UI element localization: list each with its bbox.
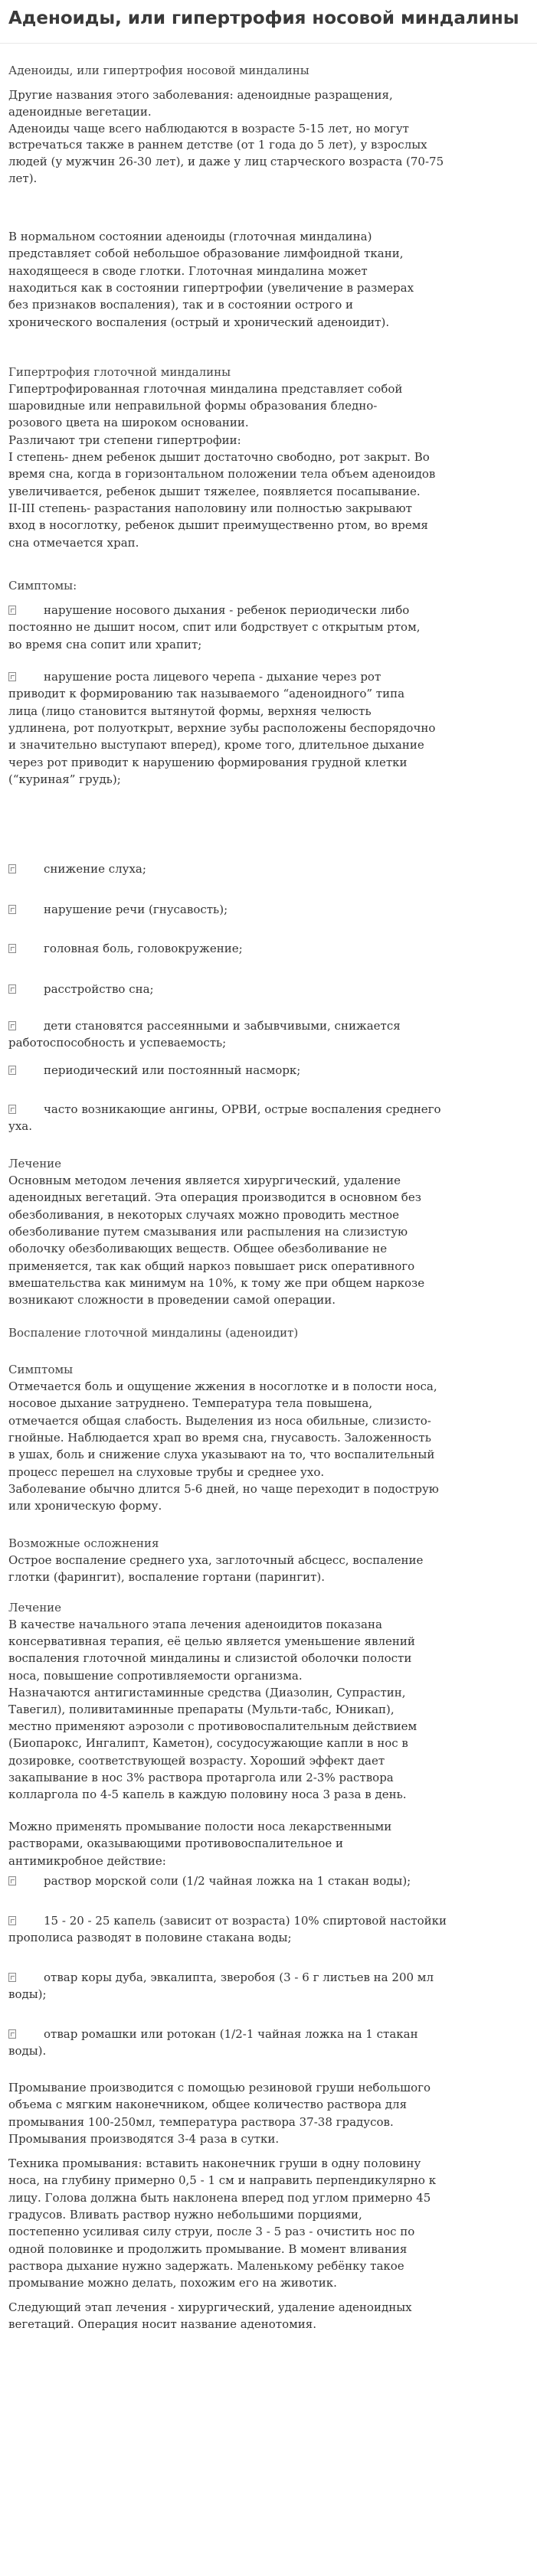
paragraph-line: отмечается общая слабость. Выделения из носа обильные, слизисто- xyxy=(8,1413,431,1428)
list-item-line: лица (лицо становится вытянутой формы, верхняя челюсть xyxy=(8,704,372,718)
list-item-line: нарушение носового дыхания - ребенок периодически либо xyxy=(44,603,410,617)
paragraph-line: лицу. Голова должна быть наклонена вперед под углом примерно 45 xyxy=(8,2190,431,2205)
paragraph-line: воспаления глоточной миндалины и слизистой оболочки полости xyxy=(8,1651,412,1666)
paragraph-line: колларгола по 4-5 капель в каждую половину носа 3 раза в день. xyxy=(8,1788,407,1801)
paragraph-line: антимикробное действие: xyxy=(8,1853,166,1868)
paragraph-line: Техника промывания: вставить наконечник груши в одну половину xyxy=(8,2156,421,2170)
list-item-line: 15 - 20 - 25 капель (зависит от возраста) 10% спиртовой настойки xyxy=(44,1914,447,1928)
paragraph-line: Острое воспаление среднего уха, заглоточный абсцесс, воспаление xyxy=(8,1553,424,1567)
paragraph-line: людей (у мужчин 26-30 лет), и даже у лиц старческого возраста (70-75 xyxy=(8,155,444,169)
paragraph-line: сна отмечается храп. xyxy=(8,535,139,550)
section-heading-treatment: Лечение xyxy=(8,1157,62,1170)
paragraph-line: обезболивания, в некоторых случаях можно проводить местное xyxy=(8,1207,399,1222)
section-heading-intro: Аденоиды, или гипертрофия носовой миндалины xyxy=(8,64,309,77)
list-item-line: нарушение роста лицевого черепа - дыхание через рот xyxy=(44,670,381,684)
paragraph-line: встречаться также в раннем детстве (от 1 года до 5 лет), у взрослых xyxy=(8,138,427,152)
paragraph-line: носа, повышение сопротивляемости организма. xyxy=(8,1668,303,1683)
paragraph-line: закапывание в нос 3% раствора протаргола или 2-3% раствора xyxy=(8,1770,394,1784)
paragraph-line: время сна, когда в горизонтальном положении тела объем аденоидов xyxy=(8,467,436,482)
paragraph-line: Заболевание обычно длится 5-6 дней, но чаще переходит в подострую xyxy=(8,1481,439,1496)
paragraph-line: Тавегил), поливитаминные препараты (Мульти-табс, Юникап), xyxy=(8,1703,395,1716)
paragraph-line: одной половинке и продолжить промывание. В момент вливания xyxy=(8,2241,408,2256)
section-heading-treatment-2: Лечение xyxy=(8,1601,62,1614)
paragraph-line: объема с мягким наконечником, общее количество раствора для xyxy=(8,2098,408,2112)
paragraph-line: возникают сложности в проведении самой операции. xyxy=(8,1293,336,1308)
paragraph-line: оболочку обезболивающих веществ. Общее обезболивание не xyxy=(8,1242,388,1256)
paragraph-line: аденоидные вегетации. xyxy=(8,104,152,119)
paragraph-line: хронического воспаления (острый и хронический аденоидит). xyxy=(8,315,390,329)
bullet-image-icon xyxy=(8,606,16,615)
paragraph-line: вход в носоглотку, ребенок дышит преимущественно ртом, во время xyxy=(8,518,428,533)
list-item-line: и значительно выступают вперед), кроме того, длительное дыхание xyxy=(8,738,424,753)
paragraph-line: промывание можно делать, похожим его на животик. xyxy=(8,2276,337,2290)
paragraph-line: Аденоиды чаще всего наблюдаются в возрасте 5-15 лет, но могут xyxy=(8,121,409,135)
paragraph-line: вмешательства как минимум на 10%, к тому же при общем наркозе xyxy=(8,1275,425,1290)
paragraph-line: аденоидных вегетаций. Эта операция производится в основном без xyxy=(8,1190,421,1205)
paragraph-line: Следующий этап лечения - хирургический, удаление аденоидных xyxy=(8,2300,412,2314)
paragraph-line: II-III степень- разрастания наполовину или полностью закрывают xyxy=(8,501,412,515)
paragraph-line: I степень- днем ребенок дышит достаточно свободно, рот закрыт. Во xyxy=(8,450,430,464)
section-heading-symptoms-2: Симптомы xyxy=(8,1363,74,1376)
paragraph-line: обезболивание путем смазывания или распыления на слизистую xyxy=(8,1224,408,1239)
paragraph-line: Можно применять промывание полости носа лекарственными xyxy=(8,1820,392,1833)
list-item-line: воды); xyxy=(8,1987,47,2002)
bullet-image-icon xyxy=(8,1973,16,1982)
paragraph-line: дозировке, соответствующей возрасту. Хороший эффект дает xyxy=(8,1753,385,1768)
paragraph-line: консервативная терапия, её целью является уменьшение явлений xyxy=(8,1634,415,1649)
paragraph-line: находиться как в состоянии гипертрофии (увеличение в размерах xyxy=(8,280,414,295)
paragraph-line: Промывания производятся 3-4 раза в сутки. xyxy=(8,2131,280,2146)
list-item-line: отвар ромашки или ротокан (1/2-1 чайная ложка на 1 стакан xyxy=(44,2027,418,2041)
paragraph-line: местно применяют аэрозоли с противовоспалительным действием xyxy=(8,1719,417,1734)
paragraph-line: В качестве начального этапа лечения аденоидитов показана xyxy=(8,1618,382,1631)
paragraph-line: Отмечается боль и ощущение жжения в носоглотке и в полости носа, xyxy=(8,1379,437,1393)
list-item-line: снижение слуха; xyxy=(44,862,146,876)
paragraph-line: носовое дыхание затруднено. Температура тела повышена, xyxy=(8,1396,373,1411)
list-item-line: отвар коры дуба, эвкалипта, зверобоя (3 - 6 г листьев на 200 мл xyxy=(44,1970,434,1984)
section-heading-adenoiditis: Воспаление глоточной миндалины (аденоидит) xyxy=(8,1326,299,1340)
section-heading-symptoms: Симптомы: xyxy=(8,579,77,593)
paragraph-line: растворами, оказывающими противовоспалительное и xyxy=(8,1837,344,1851)
bullet-image-icon xyxy=(8,1876,16,1885)
list-item-line: удлинена, рот полуоткрыт, верхние зубы расположены беспорядочно xyxy=(8,720,436,735)
paragraph-line: гнойные. Наблюдается храп во время сна, гнусавость. Заложенность xyxy=(8,1430,431,1445)
bullet-image-icon xyxy=(8,1105,16,1114)
bullet-image-icon xyxy=(8,905,16,914)
paragraph-line: применяется, так как общий наркоз повышает риск оперативного xyxy=(8,1259,415,1273)
paragraph-line: увеличивается, ребенок дышит тяжелее, появляется посапывание. xyxy=(8,484,421,498)
bullet-image-icon xyxy=(8,1916,16,1925)
paragraph-line: без признаков воспаления), так и в состоянии острого и xyxy=(8,298,354,312)
page-title: Аденоиды, или гипертрофия носовой миндалины xyxy=(8,8,519,28)
paragraph-line: процесс перешел на слуховые трубы и среднее ухо. xyxy=(8,1464,325,1479)
list-item-line: работоспособность и успеваемость; xyxy=(8,1036,227,1050)
paragraph-line: в ушах, боль и снижение слуха указывают на то, что воспалительный xyxy=(8,1448,435,1462)
bullet-image-icon xyxy=(8,864,16,873)
list-item-line: периодический или постоянный насморк; xyxy=(44,1063,301,1077)
list-item-line: расстройство сна; xyxy=(44,982,154,996)
paragraph-line: постепенно усиливая силу струи, после 3 - 5 раз - очистить нос по xyxy=(8,2225,415,2239)
section-heading-hypertrophy: Гипертрофия глоточной миндалины xyxy=(8,365,231,379)
list-item-line: прополиса разводят в половине стакана воды; xyxy=(8,1931,292,1945)
list-item-line: нарушение речи (гнусавость); xyxy=(44,903,228,916)
section-heading-complications: Возможные осложнения xyxy=(8,1536,159,1550)
paragraph-line: Назначаются антигистаминные средства (Диазолин, Супрастин, xyxy=(8,1685,406,1699)
list-item-line: уха. xyxy=(8,1119,32,1134)
paragraph-line: В нормальном состоянии аденоиды (глоточная миндалина) xyxy=(8,230,372,243)
paragraph-line: находящееся в своде глотки. Глоточная миндалина может xyxy=(8,263,368,278)
paragraph-line: раствора дыхание нужно задержать. Маленькому ребёнку такое xyxy=(8,2258,404,2273)
paragraph-line: Различают три степени гипертрофии: xyxy=(8,433,241,447)
list-item-line: часто возникающие ангины, ОРВИ, острые воспаления среднего xyxy=(44,1102,441,1116)
paragraph-line: Гипертрофированная глоточная миндалина представляет собой xyxy=(8,382,403,396)
paragraph-line: глотки (фарингит), воспаление гортани (парингит). xyxy=(8,1570,326,1585)
list-item-line: во время сна сопит или храпит; xyxy=(8,637,202,651)
list-item-line: головная боль, головокружение; xyxy=(44,942,243,955)
paragraph-line: или хроническую форму. xyxy=(8,1499,162,1513)
paragraph-line: Промывание производится с помощью резиновой груши небольшого xyxy=(8,2081,431,2094)
bullet-image-icon xyxy=(8,984,16,994)
paragraph-line: промывания 100-250мл, температура раствора 37-38 градусов. xyxy=(8,2114,394,2129)
bullet-image-icon xyxy=(8,672,16,681)
bullet-image-icon xyxy=(8,1021,16,1030)
list-item-line: (“куриная” грудь); xyxy=(8,772,121,786)
bullet-image-icon xyxy=(8,944,16,953)
paragraph-line: носа, на глубину примерно 0,5 - 1 см и направить перпендикулярно к xyxy=(8,2173,437,2188)
list-item-line: через рот приводит к нарушению формирования грудной клетки xyxy=(8,755,408,769)
paragraph-line: (Биопарокс, Ингалипт, Каметон), сосудосужающие капли в нос в xyxy=(8,1736,408,1751)
paragraph-line: розового цвета на широком основании. xyxy=(8,416,249,430)
list-item-line: постоянно не дышит носом, спит или бодрствует с открытым ртом, xyxy=(8,620,421,635)
list-item-line: приводит к формированию так называемого “аденоидного” типа xyxy=(8,687,405,701)
bullet-image-icon xyxy=(8,1066,16,1075)
paragraph-line: вегетаций. Операция носит название аденотомия. xyxy=(8,2317,317,2332)
list-item-line: дети становятся рассеянными и забывчивыми, снижается xyxy=(44,1019,401,1033)
list-item-line: воды). xyxy=(8,2044,47,2059)
paragraph-line: лет). xyxy=(8,171,38,185)
paragraph-line: представляет собой небольшое образование лимфоидной ткани, xyxy=(8,246,404,261)
paragraph-line: Основным методом лечения является хирургический, удаление xyxy=(8,1174,401,1187)
paragraph-line: шаровидные или неправильной формы образования бледно- xyxy=(8,399,378,413)
paragraph-line: градусов. Вливать раствор нужно небольшими порциями, xyxy=(8,2207,362,2222)
list-item-line: раствор морской соли (1/2 чайная ложка на 1 стакан воды); xyxy=(44,1874,411,1888)
bullet-image-icon xyxy=(8,2029,16,2039)
paragraph-line: Другие названия этого заболевания: аденоидные разращения, xyxy=(8,88,393,102)
